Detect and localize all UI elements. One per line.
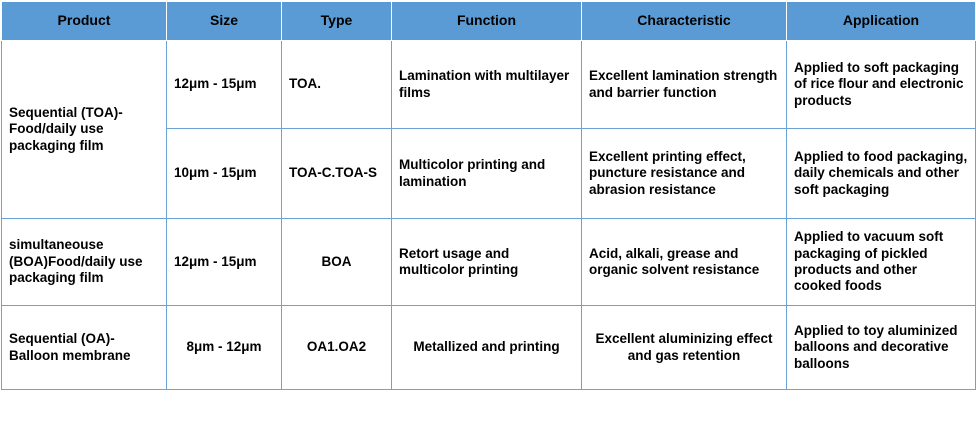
cell-type: OA1.OA2 [282, 306, 392, 390]
cell-type: TOA-C.TOA-S [282, 129, 392, 219]
cell-function: Metallized and printing [392, 306, 582, 390]
cell-function: Lamination with multilayer films [392, 41, 582, 129]
table-body [2, 41, 976, 390]
cell-characteristic: Excellent lamination strength and barrier function [582, 41, 787, 129]
cell-application: Applied to vacuum soft packaging of pickled products and other cooked foods [787, 219, 976, 306]
column-header-characteristic: Characteristic [582, 2, 787, 41]
cell-size: 12μm - 15μm [167, 41, 282, 129]
column-header-product: Product [2, 2, 167, 41]
table-row [2, 41, 976, 129]
cell-characteristic: Acid, alkali, grease and organic solvent resistance [582, 219, 787, 306]
cell-application: Applied to food packaging, daily chemicals and other soft packaging [787, 129, 976, 219]
table-row [2, 219, 976, 306]
cell-characteristic: Excellent aluminizing effect and gas retention [582, 306, 787, 390]
cell-function: Retort usage and multicolor printing [392, 219, 582, 306]
column-header-function: Function [392, 2, 582, 41]
cell-type: TOA. [282, 41, 392, 129]
product-specification-table [1, 1, 976, 390]
cell-product: Sequential (OA)-Balloon membrane [2, 306, 167, 390]
cell-product: simultaneouse (BOA)Food/daily use packaging film [2, 219, 167, 306]
cell-function: Multicolor printing and lamination [392, 129, 582, 219]
cell-product: Sequential (TOA)-Food/daily use packaging film [2, 41, 167, 219]
cell-size: 8μm - 12μm [167, 306, 282, 390]
table-row [2, 306, 976, 390]
cell-application: Applied to toy aluminized balloons and decorative balloons [787, 306, 976, 390]
cell-type: BOA [282, 219, 392, 306]
header-row [2, 2, 976, 41]
column-header-type: Type [282, 2, 392, 41]
cell-size: 10μm - 15μm [167, 129, 282, 219]
column-header-application: Application [787, 2, 976, 41]
cell-application: Applied to soft packaging of rice flour and electronic products [787, 41, 976, 129]
table-header [2, 2, 976, 41]
cell-characteristic: Excellent printing effect, puncture resistance and abrasion resistance [582, 129, 787, 219]
column-header-size: Size [167, 2, 282, 41]
cell-size: 12μm - 15μm [167, 219, 282, 306]
